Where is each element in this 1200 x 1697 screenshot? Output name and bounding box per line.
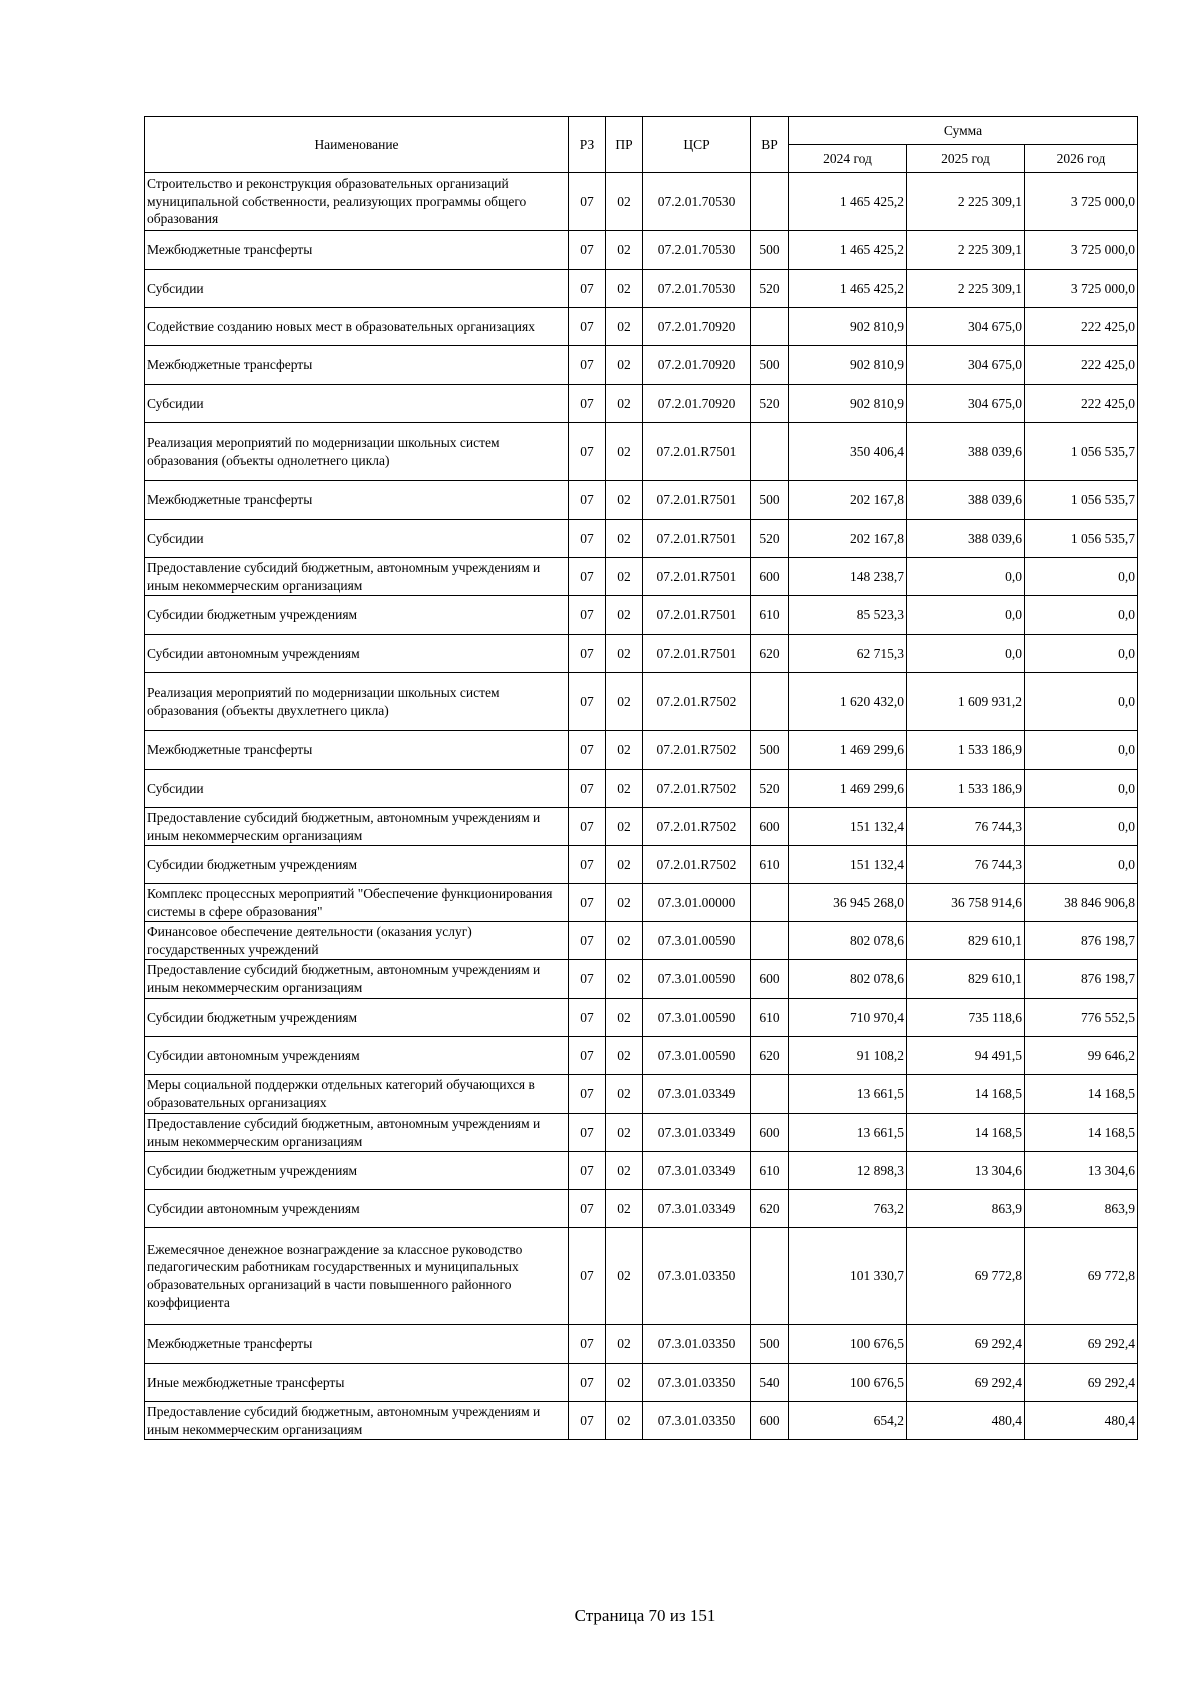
- cell-rz: 07: [569, 1402, 606, 1440]
- cell-csr: 07.2.01.R7502: [643, 731, 751, 770]
- cell-2026: 0,0: [1025, 673, 1138, 731]
- cell-2026: 13 304,6: [1025, 1152, 1138, 1190]
- cell-csr: 07.3.01.03349: [643, 1075, 751, 1114]
- table-row: [145, 1037, 1138, 1075]
- cell-pr: 02: [606, 808, 643, 846]
- cell-vr: 540: [751, 1364, 789, 1402]
- cell-vr: 520: [751, 385, 789, 423]
- cell-2024: 202 167,8: [789, 520, 907, 558]
- cell-2026: 876 198,7: [1025, 960, 1138, 999]
- cell-rz: 07: [569, 520, 606, 558]
- cell-name: Иные межбюджетные трансферты: [145, 1364, 569, 1402]
- cell-vr: 500: [751, 346, 789, 385]
- cell-rz: 07: [569, 808, 606, 846]
- cell-rz: 07: [569, 423, 606, 481]
- table-row: [145, 270, 1138, 308]
- cell-rz: 07: [569, 922, 606, 960]
- cell-2026: 1 056 535,7: [1025, 481, 1138, 520]
- cell-rz: 07: [569, 1152, 606, 1190]
- cell-name: Субсидии бюджетным учреждениям: [145, 596, 569, 635]
- cell-csr: 07.3.01.00000: [643, 884, 751, 922]
- cell-2024: 36 945 268,0: [789, 884, 907, 922]
- cell-2026: 876 198,7: [1025, 922, 1138, 960]
- cell-name: Комплекс процессных мероприятий "Обеспечение функционирования системы в сфере образования": [145, 884, 569, 922]
- cell-2024: 654,2: [789, 1402, 907, 1440]
- cell-vr: 600: [751, 808, 789, 846]
- cell-name: Реализация мероприятий по модернизации школьных систем образования (объекты двухлетнего цикла): [145, 673, 569, 731]
- table-row: [145, 922, 1138, 960]
- table-row: [145, 1075, 1138, 1114]
- cell-2025: 0,0: [907, 558, 1025, 596]
- cell-pr: 02: [606, 731, 643, 770]
- cell-name: Субсидии бюджетным учреждениям: [145, 1152, 569, 1190]
- cell-vr: 520: [751, 270, 789, 308]
- cell-2026: 222 425,0: [1025, 385, 1138, 423]
- table-row: [145, 481, 1138, 520]
- cell-name: Содействие созданию новых мест в образовательных организациях: [145, 308, 569, 346]
- cell-2025: 76 744,3: [907, 846, 1025, 884]
- cell-2024: 1 465 425,2: [789, 173, 907, 231]
- cell-rz: 07: [569, 635, 606, 673]
- cell-rz: 07: [569, 731, 606, 770]
- cell-2025: 388 039,6: [907, 520, 1025, 558]
- header-vr: ВР: [751, 117, 789, 173]
- table-row: [145, 635, 1138, 673]
- cell-vr: [751, 1075, 789, 1114]
- cell-vr: 500: [751, 731, 789, 770]
- cell-2024: 902 810,9: [789, 385, 907, 423]
- header-year-2026: 2026 год: [1025, 145, 1138, 173]
- cell-2024: 62 715,3: [789, 635, 907, 673]
- table-row: [145, 960, 1138, 999]
- cell-csr: 07.2.01.70920: [643, 385, 751, 423]
- cell-2024: 1 469 299,6: [789, 770, 907, 808]
- cell-rz: 07: [569, 558, 606, 596]
- cell-2025: 388 039,6: [907, 481, 1025, 520]
- cell-2025: 388 039,6: [907, 423, 1025, 481]
- cell-vr: 500: [751, 1325, 789, 1364]
- cell-2024: 763,2: [789, 1190, 907, 1228]
- cell-csr: 07.2.01.70920: [643, 346, 751, 385]
- cell-csr: 07.2.01.R7502: [643, 846, 751, 884]
- cell-vr: 610: [751, 596, 789, 635]
- cell-rz: 07: [569, 884, 606, 922]
- cell-vr: 520: [751, 520, 789, 558]
- table-row: [145, 1325, 1138, 1364]
- table-row: [145, 1228, 1138, 1325]
- cell-vr: [751, 922, 789, 960]
- cell-2024: 802 078,6: [789, 960, 907, 999]
- cell-pr: 02: [606, 1364, 643, 1402]
- cell-name: Субсидии автономным учреждениям: [145, 1037, 569, 1075]
- cell-name: Предоставление субсидий бюджетным, автономным учреждениям и иным некоммерческим организациям: [145, 808, 569, 846]
- table-row: [145, 558, 1138, 596]
- cell-pr: 02: [606, 1037, 643, 1075]
- cell-2026: 1 056 535,7: [1025, 423, 1138, 481]
- table-row: [145, 346, 1138, 385]
- cell-name: Предоставление субсидий бюджетным, автономным учреждениям и иным некоммерческим организациям: [145, 1114, 569, 1152]
- cell-csr: 07.3.01.00590: [643, 960, 751, 999]
- table-row: [145, 731, 1138, 770]
- cell-2026: 38 846 906,8: [1025, 884, 1138, 922]
- cell-name: Межбюджетные трансферты: [145, 231, 569, 270]
- cell-pr: 02: [606, 231, 643, 270]
- table-row: [145, 308, 1138, 346]
- cell-vr: [751, 884, 789, 922]
- cell-2025: 735 118,6: [907, 999, 1025, 1037]
- cell-2025: 2 225 309,1: [907, 270, 1025, 308]
- cell-vr: 600: [751, 960, 789, 999]
- cell-pr: 02: [606, 385, 643, 423]
- cell-2024: 710 970,4: [789, 999, 907, 1037]
- cell-rz: 07: [569, 960, 606, 999]
- cell-csr: 07.2.01.70530: [643, 173, 751, 231]
- cell-2026: 0,0: [1025, 635, 1138, 673]
- table-row: [145, 1114, 1138, 1152]
- cell-pr: 02: [606, 1152, 643, 1190]
- cell-vr: 620: [751, 1190, 789, 1228]
- cell-2024: 1 469 299,6: [789, 731, 907, 770]
- cell-2026: 69 292,4: [1025, 1364, 1138, 1402]
- cell-rz: 07: [569, 385, 606, 423]
- cell-2024: 85 523,3: [789, 596, 907, 635]
- table-row: [145, 596, 1138, 635]
- cell-2025: 304 675,0: [907, 346, 1025, 385]
- cell-csr: 07.2.01.R7501: [643, 481, 751, 520]
- cell-2024: 148 238,7: [789, 558, 907, 596]
- cell-2025: 1 533 186,9: [907, 770, 1025, 808]
- table-row: [145, 999, 1138, 1037]
- cell-pr: 02: [606, 481, 643, 520]
- table-row: [145, 173, 1138, 231]
- cell-2026: 222 425,0: [1025, 346, 1138, 385]
- cell-2024: 151 132,4: [789, 808, 907, 846]
- cell-name: Меры социальной поддержки отдельных категорий обучающихся в образовательных организациях: [145, 1075, 569, 1114]
- cell-2024: 13 661,5: [789, 1114, 907, 1152]
- cell-rz: 07: [569, 481, 606, 520]
- cell-name: Субсидии бюджетным учреждениям: [145, 999, 569, 1037]
- cell-pr: 02: [606, 846, 643, 884]
- cell-pr: 02: [606, 884, 643, 922]
- cell-2026: 222 425,0: [1025, 308, 1138, 346]
- cell-csr: 07.3.01.00590: [643, 1037, 751, 1075]
- cell-vr: 610: [751, 999, 789, 1037]
- cell-pr: 02: [606, 596, 643, 635]
- cell-pr: 02: [606, 1190, 643, 1228]
- cell-vr: [751, 308, 789, 346]
- cell-vr: 600: [751, 1402, 789, 1440]
- cell-name: Субсидии бюджетным учреждениям: [145, 846, 569, 884]
- cell-rz: 07: [569, 1325, 606, 1364]
- table-row: [145, 1152, 1138, 1190]
- budget-table: [144, 116, 1138, 1440]
- cell-2026: 3 725 000,0: [1025, 231, 1138, 270]
- cell-2025: 76 744,3: [907, 808, 1025, 846]
- cell-2025: 1 533 186,9: [907, 731, 1025, 770]
- cell-vr: 500: [751, 481, 789, 520]
- cell-pr: 02: [606, 999, 643, 1037]
- cell-csr: 07.2.01.70920: [643, 308, 751, 346]
- cell-pr: 02: [606, 922, 643, 960]
- cell-2025: 94 491,5: [907, 1037, 1025, 1075]
- cell-name: Субсидии автономным учреждениям: [145, 635, 569, 673]
- cell-2026: 0,0: [1025, 731, 1138, 770]
- table-header: [145, 117, 1138, 173]
- table-row: [145, 423, 1138, 481]
- cell-rz: 07: [569, 1364, 606, 1402]
- table-row: [145, 808, 1138, 846]
- cell-pr: 02: [606, 770, 643, 808]
- table-row: [145, 846, 1138, 884]
- cell-csr: 07.3.01.00590: [643, 922, 751, 960]
- cell-2024: 12 898,3: [789, 1152, 907, 1190]
- cell-csr: 07.3.01.03350: [643, 1364, 751, 1402]
- cell-2025: 69 772,8: [907, 1228, 1025, 1325]
- cell-2024: 202 167,8: [789, 481, 907, 520]
- cell-2026: 0,0: [1025, 558, 1138, 596]
- table-body: [145, 173, 1138, 1440]
- cell-2025: 0,0: [907, 635, 1025, 673]
- cell-2026: 863,9: [1025, 1190, 1138, 1228]
- cell-2026: 0,0: [1025, 846, 1138, 884]
- cell-name: Реализация мероприятий по модернизации школьных систем образования (объекты однолетнего цикла): [145, 423, 569, 481]
- cell-2026: 0,0: [1025, 808, 1138, 846]
- cell-vr: 500: [751, 231, 789, 270]
- cell-pr: 02: [606, 1075, 643, 1114]
- cell-2024: 350 406,4: [789, 423, 907, 481]
- table-row: [145, 770, 1138, 808]
- cell-rz: 07: [569, 999, 606, 1037]
- cell-csr: 07.3.01.03350: [643, 1325, 751, 1364]
- cell-vr: 600: [751, 1114, 789, 1152]
- cell-2026: 69 772,8: [1025, 1228, 1138, 1325]
- cell-pr: 02: [606, 270, 643, 308]
- table-row: [145, 1402, 1138, 1440]
- header-pr: ПР: [606, 117, 643, 173]
- cell-rz: 07: [569, 173, 606, 231]
- cell-pr: 02: [606, 173, 643, 231]
- cell-csr: 07.2.01.R7502: [643, 673, 751, 731]
- table-row: [145, 884, 1138, 922]
- cell-2024: 151 132,4: [789, 846, 907, 884]
- cell-vr: [751, 1228, 789, 1325]
- header-sum: Сумма: [789, 117, 1138, 145]
- cell-2026: 0,0: [1025, 770, 1138, 808]
- cell-2026: 480,4: [1025, 1402, 1138, 1440]
- header-csr: ЦСР: [643, 117, 751, 173]
- cell-name: Субсидии: [145, 385, 569, 423]
- cell-rz: 07: [569, 1190, 606, 1228]
- cell-2024: 91 108,2: [789, 1037, 907, 1075]
- cell-2025: 0,0: [907, 596, 1025, 635]
- cell-rz: 07: [569, 308, 606, 346]
- cell-csr: 07.2.01.R7501: [643, 520, 751, 558]
- cell-pr: 02: [606, 308, 643, 346]
- cell-2024: 1 465 425,2: [789, 270, 907, 308]
- cell-2026: 0,0: [1025, 596, 1138, 635]
- cell-2024: 802 078,6: [789, 922, 907, 960]
- table-row: [145, 1364, 1138, 1402]
- cell-rz: 07: [569, 596, 606, 635]
- cell-pr: 02: [606, 635, 643, 673]
- cell-vr: 520: [751, 770, 789, 808]
- cell-2025: 14 168,5: [907, 1075, 1025, 1114]
- cell-2025: 13 304,6: [907, 1152, 1025, 1190]
- cell-name: Предоставление субсидий бюджетным, автономным учреждениям и иным некоммерческим организациям: [145, 558, 569, 596]
- cell-2026: 3 725 000,0: [1025, 270, 1138, 308]
- cell-2025: 304 675,0: [907, 385, 1025, 423]
- cell-csr: 07.3.01.03349: [643, 1190, 751, 1228]
- cell-name: Межбюджетные трансферты: [145, 731, 569, 770]
- cell-2025: 36 758 914,6: [907, 884, 1025, 922]
- cell-rz: 07: [569, 846, 606, 884]
- cell-csr: 07.2.01.70530: [643, 231, 751, 270]
- cell-pr: 02: [606, 1114, 643, 1152]
- cell-csr: 07.2.01.R7502: [643, 808, 751, 846]
- cell-2024: 100 676,5: [789, 1364, 907, 1402]
- cell-vr: 610: [751, 1152, 789, 1190]
- cell-pr: 02: [606, 1402, 643, 1440]
- cell-vr: 620: [751, 1037, 789, 1075]
- header-name: Наименование: [145, 117, 569, 173]
- cell-csr: 07.2.01.R7501: [643, 635, 751, 673]
- cell-2025: 480,4: [907, 1402, 1025, 1440]
- table-row: [145, 231, 1138, 270]
- cell-name: Предоставление субсидий бюджетным, автономным учреждениям и иным некоммерческим организациям: [145, 1402, 569, 1440]
- cell-rz: 07: [569, 1114, 606, 1152]
- cell-2025: 829 610,1: [907, 922, 1025, 960]
- cell-2024: 902 810,9: [789, 346, 907, 385]
- cell-2026: 14 168,5: [1025, 1114, 1138, 1152]
- cell-name: Межбюджетные трансферты: [145, 1325, 569, 1364]
- cell-pr: 02: [606, 960, 643, 999]
- cell-2025: 829 610,1: [907, 960, 1025, 999]
- table-row: [145, 385, 1138, 423]
- cell-name: Межбюджетные трансферты: [145, 481, 569, 520]
- cell-csr: 07.2.01.70530: [643, 270, 751, 308]
- cell-2025: 304 675,0: [907, 308, 1025, 346]
- cell-2026: 776 552,5: [1025, 999, 1138, 1037]
- cell-csr: 07.2.01.R7501: [643, 423, 751, 481]
- table-row: [145, 673, 1138, 731]
- cell-pr: 02: [606, 1228, 643, 1325]
- cell-rz: 07: [569, 1228, 606, 1325]
- cell-csr: 07.2.01.R7501: [643, 596, 751, 635]
- cell-csr: 07.3.01.03349: [643, 1114, 751, 1152]
- cell-2025: 863,9: [907, 1190, 1025, 1228]
- cell-name: Субсидии: [145, 270, 569, 308]
- cell-rz: 07: [569, 673, 606, 731]
- cell-csr: 07.3.01.03350: [643, 1228, 751, 1325]
- cell-name: Ежемесячное денежное вознаграждение за классное руководство педагогическим работникам государственных и муниципальных образовательных организаций в части повышенного районного коэффициента: [145, 1228, 569, 1325]
- cell-2024: 902 810,9: [789, 308, 907, 346]
- cell-2026: 99 646,2: [1025, 1037, 1138, 1075]
- table-row: [145, 520, 1138, 558]
- cell-csr: 07.3.01.03350: [643, 1402, 751, 1440]
- cell-pr: 02: [606, 423, 643, 481]
- cell-vr: 620: [751, 635, 789, 673]
- cell-rz: 07: [569, 1075, 606, 1114]
- cell-rz: 07: [569, 770, 606, 808]
- cell-vr: 600: [751, 558, 789, 596]
- cell-name: Субсидии: [145, 520, 569, 558]
- cell-2026: 69 292,4: [1025, 1325, 1138, 1364]
- cell-2025: 69 292,4: [907, 1364, 1025, 1402]
- cell-pr: 02: [606, 520, 643, 558]
- cell-2025: 2 225 309,1: [907, 231, 1025, 270]
- cell-name: Субсидии автономным учреждениям: [145, 1190, 569, 1228]
- header-rz: РЗ: [569, 117, 606, 173]
- cell-name: Предоставление субсидий бюджетным, автономным учреждениям и иным некоммерческим организациям: [145, 960, 569, 999]
- header-year-2025: 2025 год: [907, 145, 1025, 173]
- cell-vr: [751, 173, 789, 231]
- cell-csr: 07.2.01.R7501: [643, 558, 751, 596]
- cell-vr: [751, 673, 789, 731]
- cell-2024: 13 661,5: [789, 1075, 907, 1114]
- cell-csr: 07.2.01.R7502: [643, 770, 751, 808]
- cell-2026: 1 056 535,7: [1025, 520, 1138, 558]
- cell-name: Субсидии: [145, 770, 569, 808]
- cell-rz: 07: [569, 1037, 606, 1075]
- cell-vr: [751, 423, 789, 481]
- cell-2024: 101 330,7: [789, 1228, 907, 1325]
- cell-rz: 07: [569, 231, 606, 270]
- cell-csr: 07.3.01.00590: [643, 999, 751, 1037]
- cell-2025: 2 225 309,1: [907, 173, 1025, 231]
- cell-2024: 1 465 425,2: [789, 231, 907, 270]
- cell-2026: 14 168,5: [1025, 1075, 1138, 1114]
- cell-name: Строительство и реконструкция образовательных организаций муниципальной собственности, реализующих программы общего образования: [145, 173, 569, 231]
- cell-2025: 1 609 931,2: [907, 673, 1025, 731]
- cell-pr: 02: [606, 346, 643, 385]
- cell-csr: 07.3.01.03349: [643, 1152, 751, 1190]
- cell-rz: 07: [569, 270, 606, 308]
- cell-2024: 100 676,5: [789, 1325, 907, 1364]
- cell-2026: 3 725 000,0: [1025, 173, 1138, 231]
- cell-pr: 02: [606, 1325, 643, 1364]
- cell-name: Финансовое обеспечение деятельности (оказания услуг) государственных учреждений: [145, 922, 569, 960]
- cell-name: Межбюджетные трансферты: [145, 346, 569, 385]
- page-number: Страница 70 из 151: [574, 1606, 716, 1625]
- cell-2025: 69 292,4: [907, 1325, 1025, 1364]
- header-year-2024: 2024 год: [789, 145, 907, 173]
- cell-2025: 14 168,5: [907, 1114, 1025, 1152]
- cell-rz: 07: [569, 346, 606, 385]
- cell-pr: 02: [606, 558, 643, 596]
- table-row: [145, 1190, 1138, 1228]
- cell-2024: 1 620 432,0: [789, 673, 907, 731]
- cell-vr: 610: [751, 846, 789, 884]
- cell-pr: 02: [606, 673, 643, 731]
